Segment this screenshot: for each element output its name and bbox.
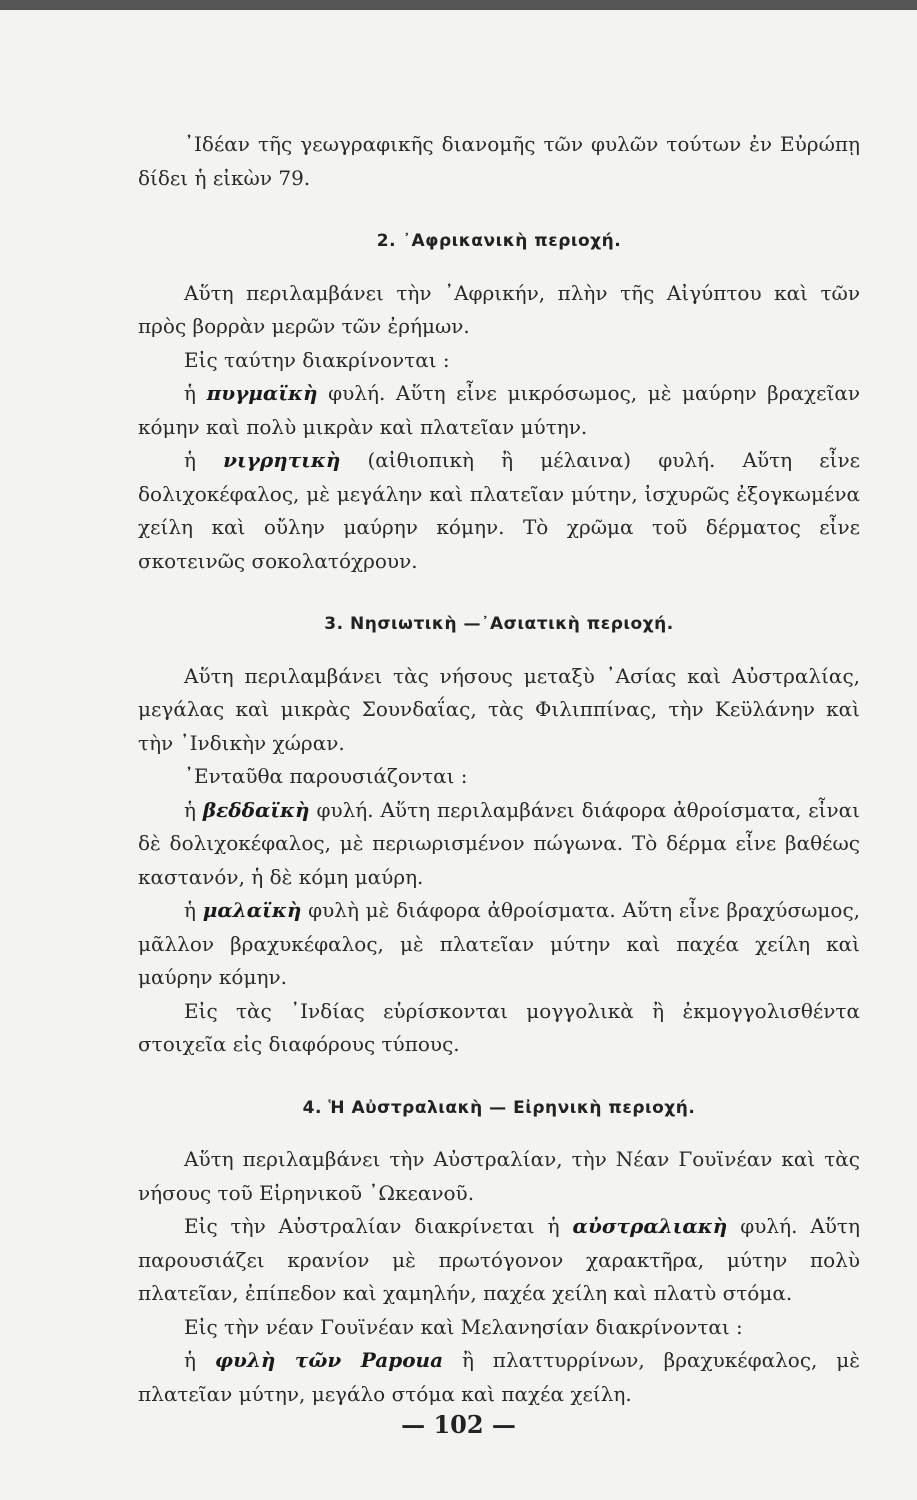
paragraph: Αὕτη περιλαμβάνει τὴν ᾿Αφρικήν, πλὴν τῆς Αἰγύπτου καὶ τῶν πρὸς βορρὰν μερῶν τῶν ἐρήμων.: [138, 280, 860, 338]
emphasis-term: νιγρητικὴ: [223, 448, 341, 472]
paragraph: ᾿Ιδέαν τῆς γεωγραφικῆς διανομῆς τῶν φυλῶν τούτων ἐν Εὐρώπῃ δίδει ἡ εἰκὼν 79.: [138, 132, 860, 190]
section-heading: 2. ᾿Αφρικανικὴ περιοχή.: [376, 231, 622, 251]
paragraph: Αὕτη περιλαμβάνει τὰς νήσους μεταξὺ ᾿Ασίας καὶ Αὐστραλίας, μεγάλας καὶ μικρὰς Σουνδαΐας, τὰς Φιλιππίνας, τὴν Κεϋλάνην καὶ τὴν ᾿Ινδικὴν χώραν.: [138, 663, 860, 755]
emphasis-term: φυλὴ τῶν Papoua: [214, 1348, 444, 1372]
section-heading: 3. Νησιωτικὴ —᾿Ασιατικὴ περιοχή.: [324, 614, 674, 634]
paragraph: ἡ νιγρητικὴ (αἰθιοπικὴ ἢ μέλαινα) φυλή. Αὕτη εἶνε δολιχοκέφαλος, μὲ μεγάλην καὶ πλατεῖαν μύτην, ἰσχυρῶς ἐξογκωμένα χείλη καὶ οὔλην μαύρην κόμην. Τὸ χρῶμα τοῦ δέρματος εἶνε σκοτεινῶς σοκολατόχρουν.: [138, 448, 860, 573]
paragraph: Εἰς τὴν Αὐστραλίαν διακρίνεται ἡ αὐστραλιακὴ φυλή. Αὕτη παρουσιάζει κρανίον μὲ πρωτόγονον χαρακτῆρα, μύτην πολὺ πλατεῖαν, ἐπίπεδον καὶ χαμηλήν, παχέα χείλη καὶ πλατὺ στόμα.: [138, 1214, 860, 1305]
paragraph: ᾿Ενταῦθα παρουσιάζονται :: [184, 764, 468, 788]
emphasis-term: βεδδαϊκὴ: [202, 797, 310, 822]
paragraph: Εἰς ταύτην διακρίνονται :: [184, 347, 450, 372]
paragraph: ἡ βεδδαϊκὴ φυλή. Αὕτη περιλαμβάνει διάφορα ἀθροίσματα, εἶναι δὲ δολιχοκέφαλος, μὲ περιωρισμένον πώγωνα. Τὸ δέρμα εἶνε βαθέως καστανόν, ἡ δὲ κόμη μαύρη.: [138, 797, 860, 889]
emphasis-term: αὐστραλιακὴ: [572, 1214, 728, 1238]
paragraph: ἡ φυλὴ τῶν Papoua ἢ πλαττυρρίνων, βραχυκέφαλος, μὲ πλατεῖαν μύτην, μεγάλο στόμα καὶ παχέα χείλη.: [138, 1348, 861, 1406]
emphasis-term: μαλαϊκὴ: [202, 898, 302, 922]
scan-top-edge: [0, 0, 917, 10]
paragraph: Αὕτη περιλαμβάνει τὴν Αὐστραλίαν, τὴν Νέαν Γουϊνέαν καὶ τὰς νήσους τοῦ Εἰρηνικοῦ ᾿Ωκεανοῦ.: [138, 1147, 860, 1205]
page-number: — 102 —: [401, 1410, 516, 1439]
paragraph: ἡ μαλαϊκὴ φυλὴ μὲ διάφορα ἀθροίσματα. Αὕτη εἶνε βραχύσωμος, μᾶλλον βραχυκέφαλος, μὲ πλατεῖαν μύτην καὶ παχέα χείλη καὶ μαύρην κόμην.: [138, 898, 860, 989]
page-body: [138, 128, 860, 1411]
section-heading: 4. Ἡ Αὐστραλιακὴ — Εἰρηνικὴ περιοχή.: [302, 1097, 696, 1118]
paragraph: Εἰς τὰς ᾿Ινδίας εὑρίσκονται μογγολικὰ ἢ ἐκμογγολισθέντα στοιχεῖα εἰς διαφόρους τύπους.: [138, 998, 860, 1056]
paragraph: ἡ πυγμαϊκὴ φυλή. Αὕτη εἶνε μικρόσωμος, μὲ μαύρην βραχεῖαν κόμην καὶ πολὺ μικρὰν καὶ πλατεῖαν μύτην.: [138, 381, 860, 439]
paragraph: Εἰς τὴν νέαν Γουϊνέαν καὶ Μελανησίαν διακρίνονται :: [184, 1314, 743, 1339]
emphasis-term: πυγμαϊκὴ: [206, 381, 318, 405]
